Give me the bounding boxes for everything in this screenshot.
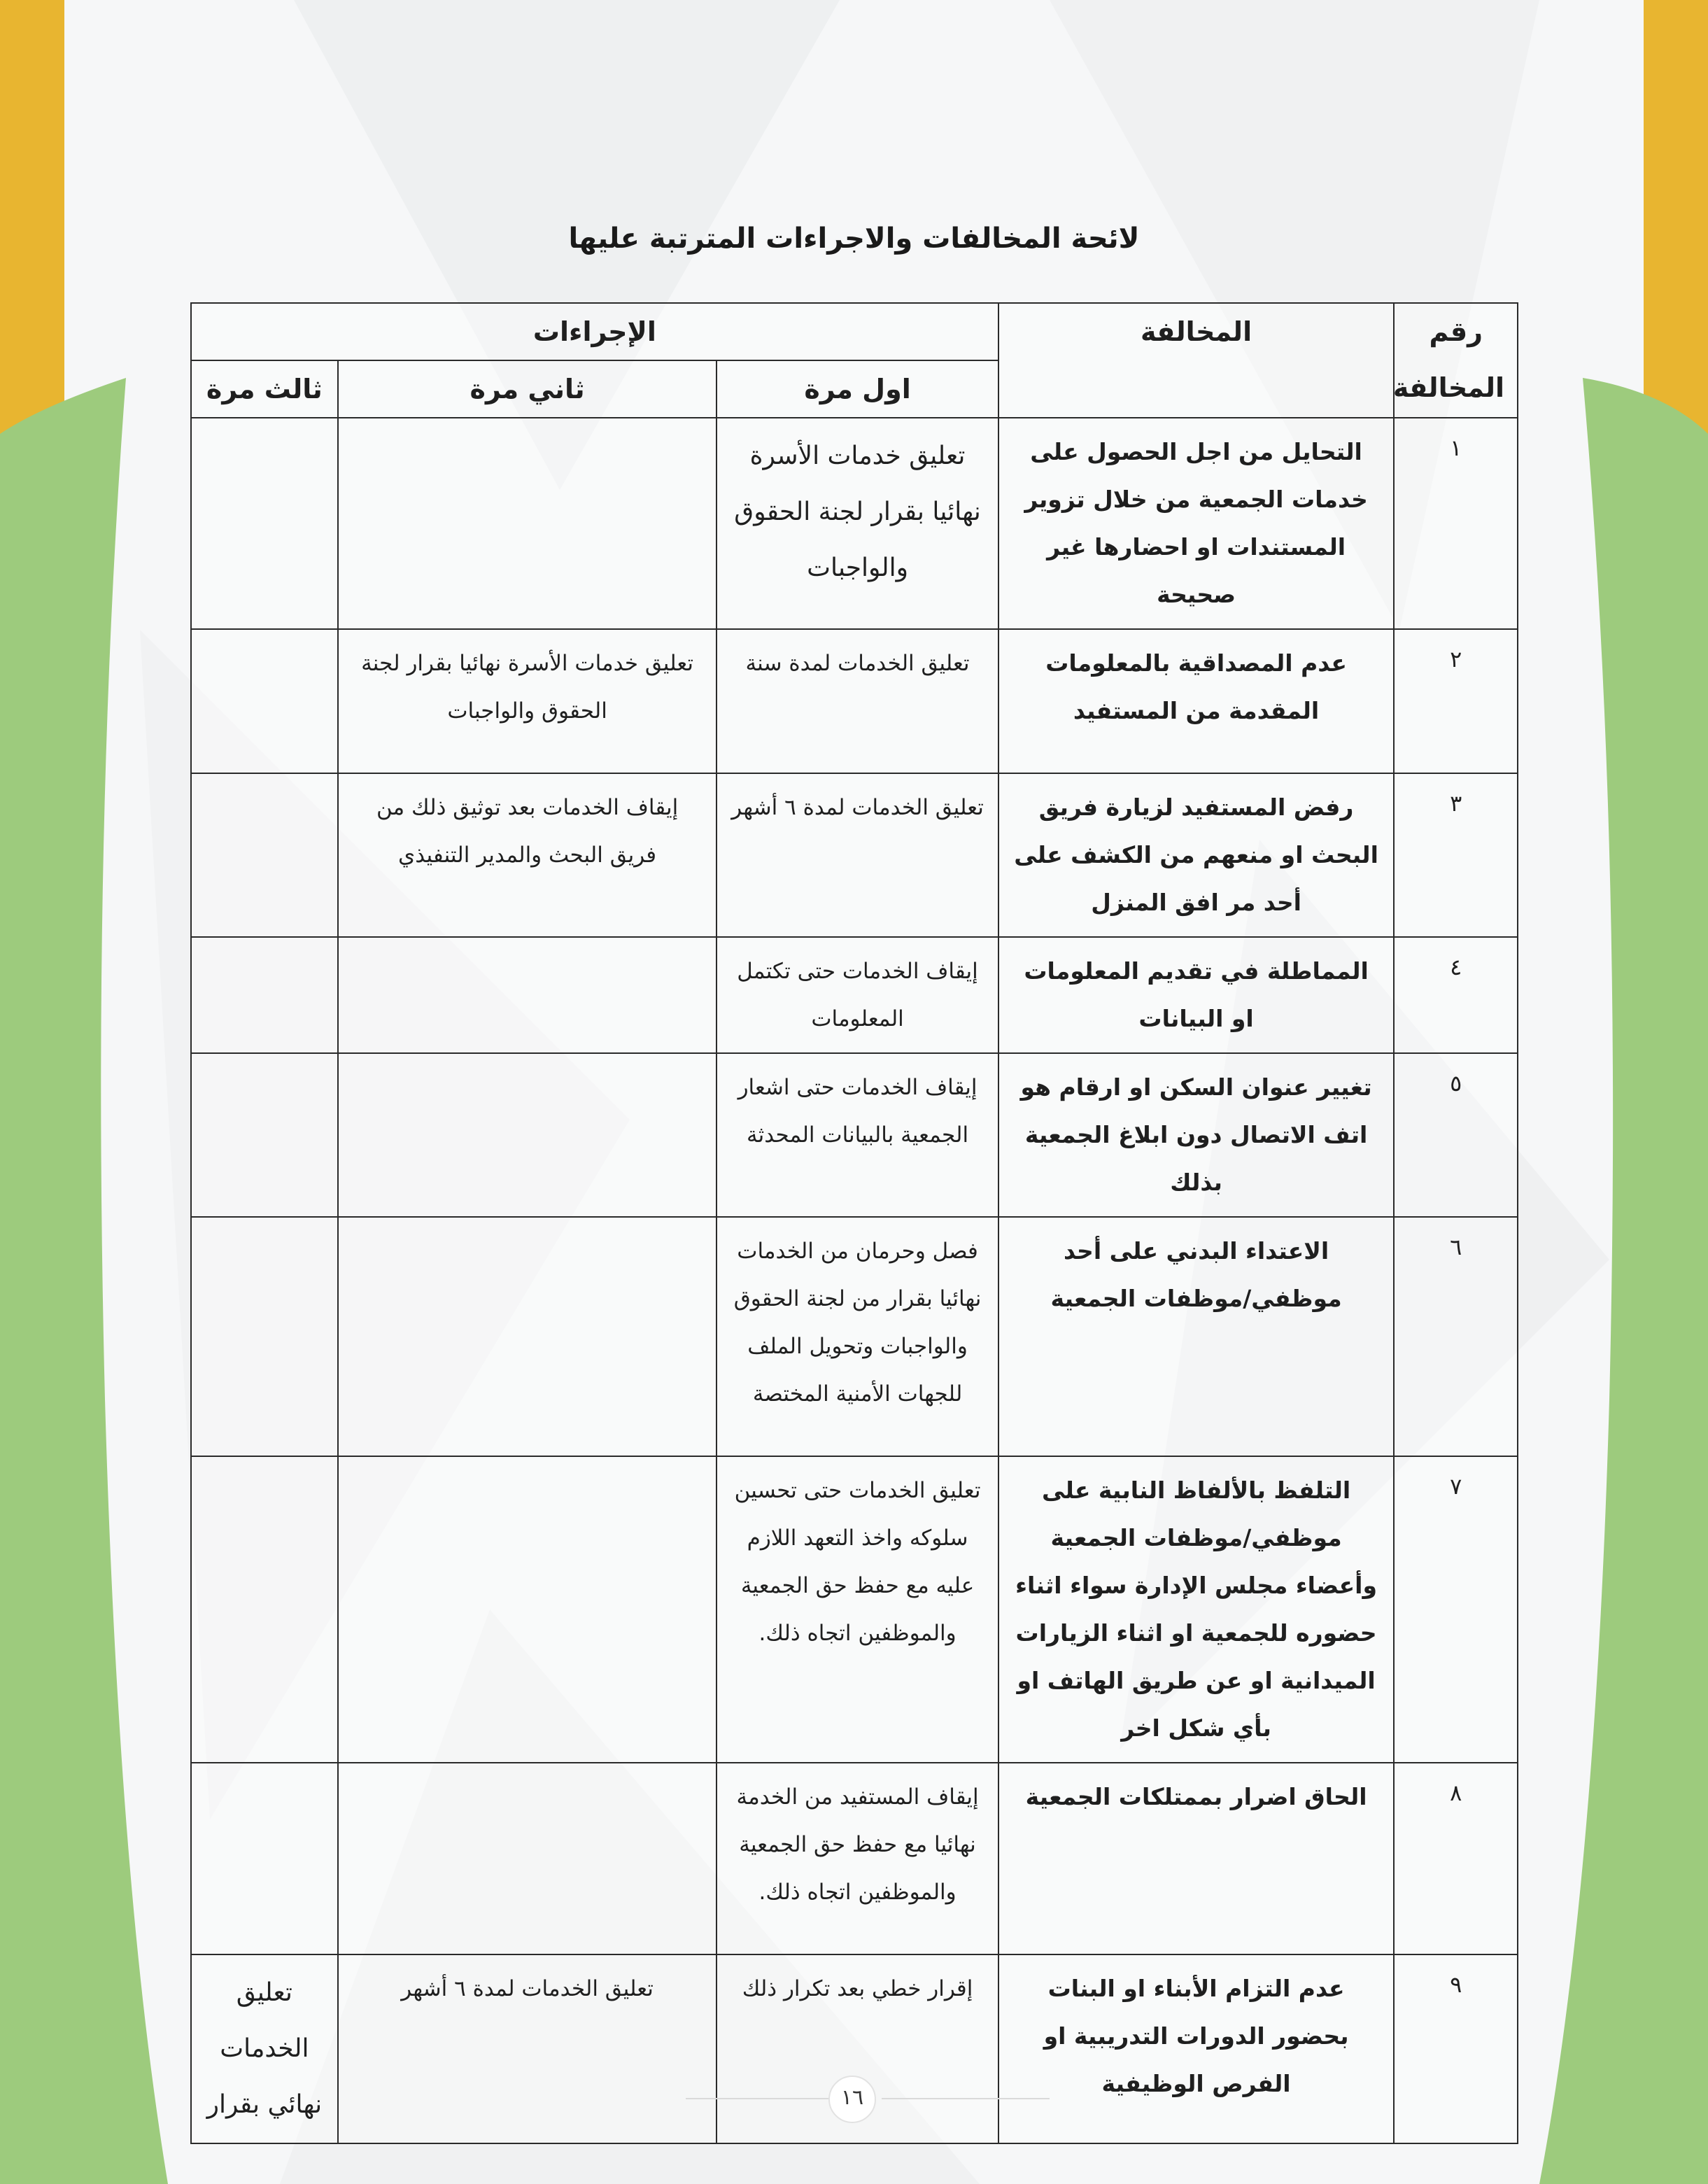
row-action-second (338, 937, 717, 1053)
row-violation: المماطلة في تقديم المعلومات او البيانات (998, 937, 1395, 1053)
row-violation: التلفظ بالألفاظ النابية على موظفي/موظفات الجمعية وأعضاء مجلس الإدارة سواء اثناء حضوره للجمعية او اثناء الزيارات الميدانية او عن طريق الهاتف او بأي شكل اخر (998, 1456, 1395, 1763)
row-action-first: إيقاف الخدمات حتى اشعار الجمعية بالبيانات المحدثة (717, 1053, 998, 1217)
header-first: اول مرة (717, 360, 998, 418)
header-row-top (191, 303, 1518, 360)
table-row (191, 937, 1518, 1053)
row-action-first: تعليق الخدمات لمدة ٦ أشهر (717, 773, 998, 937)
row-number: ٥ (1394, 1053, 1518, 1217)
row-violation: عدم التزام الأبناء او البنات بحضور الدورات التدريبية او الفرص الوظيفية (998, 1954, 1395, 2143)
row-number: ٨ (1394, 1763, 1518, 1954)
row-violation: رفض المستفيد لزيارة فريق البحث او منعهم من الكشف على أحد مر افق المنزل (998, 773, 1395, 937)
row-action-third (191, 629, 338, 773)
header-number: رقم المخالفة (1394, 303, 1518, 418)
row-action-second (338, 1763, 717, 1954)
row-action-second (338, 1456, 717, 1763)
row-action-second (338, 1053, 717, 1217)
row-action-second (338, 418, 717, 629)
row-action-third (191, 418, 338, 629)
table-row (191, 773, 1518, 937)
header-second: ثاني مرة (338, 360, 717, 418)
row-action-first: تعليق خدمات الأسرة نهائيا بقرار لجنة الحقوق والواجبات (717, 418, 998, 629)
row-action-first: فصل وحرمان من الخدمات نهائيا بقرار من لجنة الحقوق والواجبات وتحويل الملف للجهات الأمنية المختصة (717, 1217, 998, 1456)
header-third: ثالث مرة (191, 360, 338, 418)
row-number: ٢ (1394, 629, 1518, 773)
row-number: ٩ (1394, 1954, 1518, 2143)
page-number-rule-right (882, 2098, 1050, 2099)
row-action-first: إقرار خطي بعد تكرار ذلك (717, 1954, 998, 2143)
row-action-third (191, 937, 338, 1053)
page-number: ١٦ (828, 2076, 876, 2123)
row-violation: تغيير عنوان السكن او ارقام هو اتف الاتصال دون ابلاغ الجمعية بذلك (998, 1053, 1395, 1217)
row-violation: عدم المصداقية بالمعلومات المقدمة من المستفيد (998, 629, 1395, 773)
table-row (191, 1456, 1518, 1763)
row-number: ١ (1394, 418, 1518, 629)
row-action-second: تعليق خدمات الأسرة نهائيا بقرار لجنة الحقوق والواجبات (338, 629, 717, 773)
violations-table (190, 302, 1518, 2144)
row-action-first: إيقاف المستفيد من الخدمة نهائيا مع حفظ حق الجمعية والموظفين اتجاه ذلك. (717, 1763, 998, 1954)
table-row (191, 1217, 1518, 1456)
row-action-third (191, 1053, 338, 1217)
row-number: ٣ (1394, 773, 1518, 937)
row-violation: الاعتداء البدني على أحد موظفي/موظفات الجمعية (998, 1217, 1395, 1456)
row-action-first: إيقاف الخدمات حتى تكتمل المعلومات (717, 937, 998, 1053)
row-number: ٧ (1394, 1456, 1518, 1763)
header-violation: المخالفة (998, 303, 1395, 418)
table-row (191, 1763, 1518, 1954)
header-actions: الإجراءات (191, 303, 998, 360)
row-number: ٦ (1394, 1217, 1518, 1456)
table-row (191, 1053, 1518, 1217)
row-action-first: تعليق الخدمات لمدة سنة (717, 629, 998, 773)
row-action-third (191, 773, 338, 937)
row-action-third (191, 1456, 338, 1763)
row-action-second: إيقاف الخدمات بعد توثيق ذلك من فريق البحث والمدير التنفيذي (338, 773, 717, 937)
row-action-second (338, 1217, 717, 1456)
row-number: ٤ (1394, 937, 1518, 1053)
row-action-third (191, 1217, 338, 1456)
row-action-second: تعليق الخدمات لمدة ٦ أشهر (338, 1954, 717, 2143)
row-action-first: تعليق الخدمات حتى تحسين سلوكه واخذ التعهد اللازم عليه مع حفظ حق الجمعية والموظفين اتجاه ذلك. (717, 1456, 998, 1763)
row-violation: التحايل من اجل الحصول على خدمات الجمعية من خلال تزوير المستندات او احضارها غير صحيحة (998, 418, 1395, 629)
table-row (191, 629, 1518, 773)
page-title: لائحة المخالفات والاجراءات المترتبة عليها (568, 223, 1140, 255)
table-row (191, 418, 1518, 629)
row-action-third (191, 1763, 338, 1954)
row-violation: الحاق اضرار بممتلكات الجمعية (998, 1763, 1395, 1954)
row-action-third: تعليق الخدمات نهائي بقرار (191, 1954, 338, 2143)
